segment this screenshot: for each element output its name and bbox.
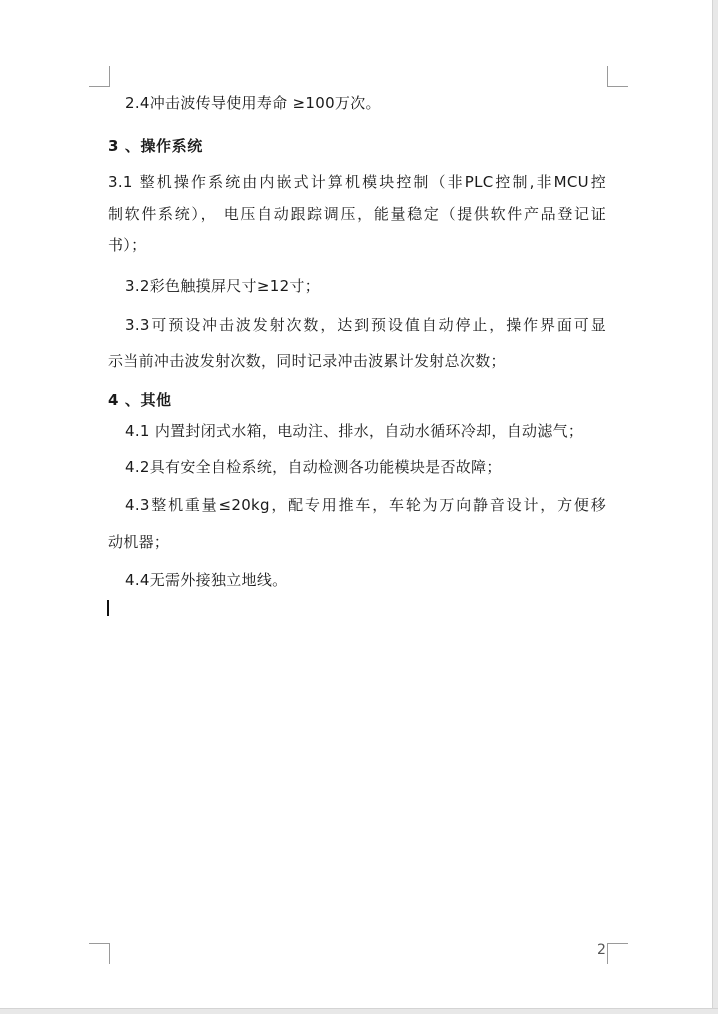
paragraph-4-1[interactable]: 4.1 内置封闭式水箱，电动注、排水，自动水循环冷却，自动滤气； [125, 422, 584, 440]
page-number: 2 [597, 942, 606, 958]
paragraph-2-4[interactable]: 2.4冲击波传导使用寿命 ≥100万次。 [125, 94, 381, 112]
text-cursor [107, 600, 109, 616]
margin-mark-bottom-right [607, 943, 628, 964]
page-edge-right [712, 0, 718, 1014]
margin-mark-bottom-left [89, 943, 110, 964]
paragraph-3-3-line-2[interactable]: 示当前冲击波发射次数，同时记录冲击波累计发射总次数； [108, 352, 506, 370]
paragraph-3-3-line-1[interactable]: 3.3可预设冲击波发射次数，达到预设值自动停止，操作界面可显 [125, 316, 606, 334]
paragraph-4-3-line-2[interactable]: 动机器； [108, 533, 170, 551]
section-heading-3[interactable]: 3 、操作系统 [108, 137, 203, 155]
paragraph-4-4[interactable]: 4.4无需外接独立地线。 [125, 571, 288, 589]
section-heading-4[interactable]: 4 、其他 [108, 391, 172, 409]
paragraph-3-2[interactable]: 3.2彩色触摸屏尺寸≥12寸； [125, 277, 321, 295]
paragraph-4-3-line-1[interactable]: 4.3整机重量≤20kg，配专用推车，车轮为万向静音设计，方便移 [125, 496, 606, 514]
paragraph-3-1-line-3[interactable]: 书）； [108, 236, 147, 254]
margin-mark-top-left [89, 66, 110, 87]
paragraph-4-2[interactable]: 4.2具有安全自检系统，自动检测各功能模块是否故障； [125, 458, 502, 476]
paragraph-3-1-line-1[interactable]: 3.1 整机操作系统由内嵌式计算机模块控制（非PLC控制,非MCU控 [108, 173, 606, 191]
paragraph-3-1-line-2[interactable]: 制软件系统）， 电压自动跟踪调压，能量稳定（提供软件产品登记证 [108, 205, 606, 223]
margin-mark-top-right [607, 66, 628, 87]
page-edge-bottom [0, 1008, 718, 1014]
